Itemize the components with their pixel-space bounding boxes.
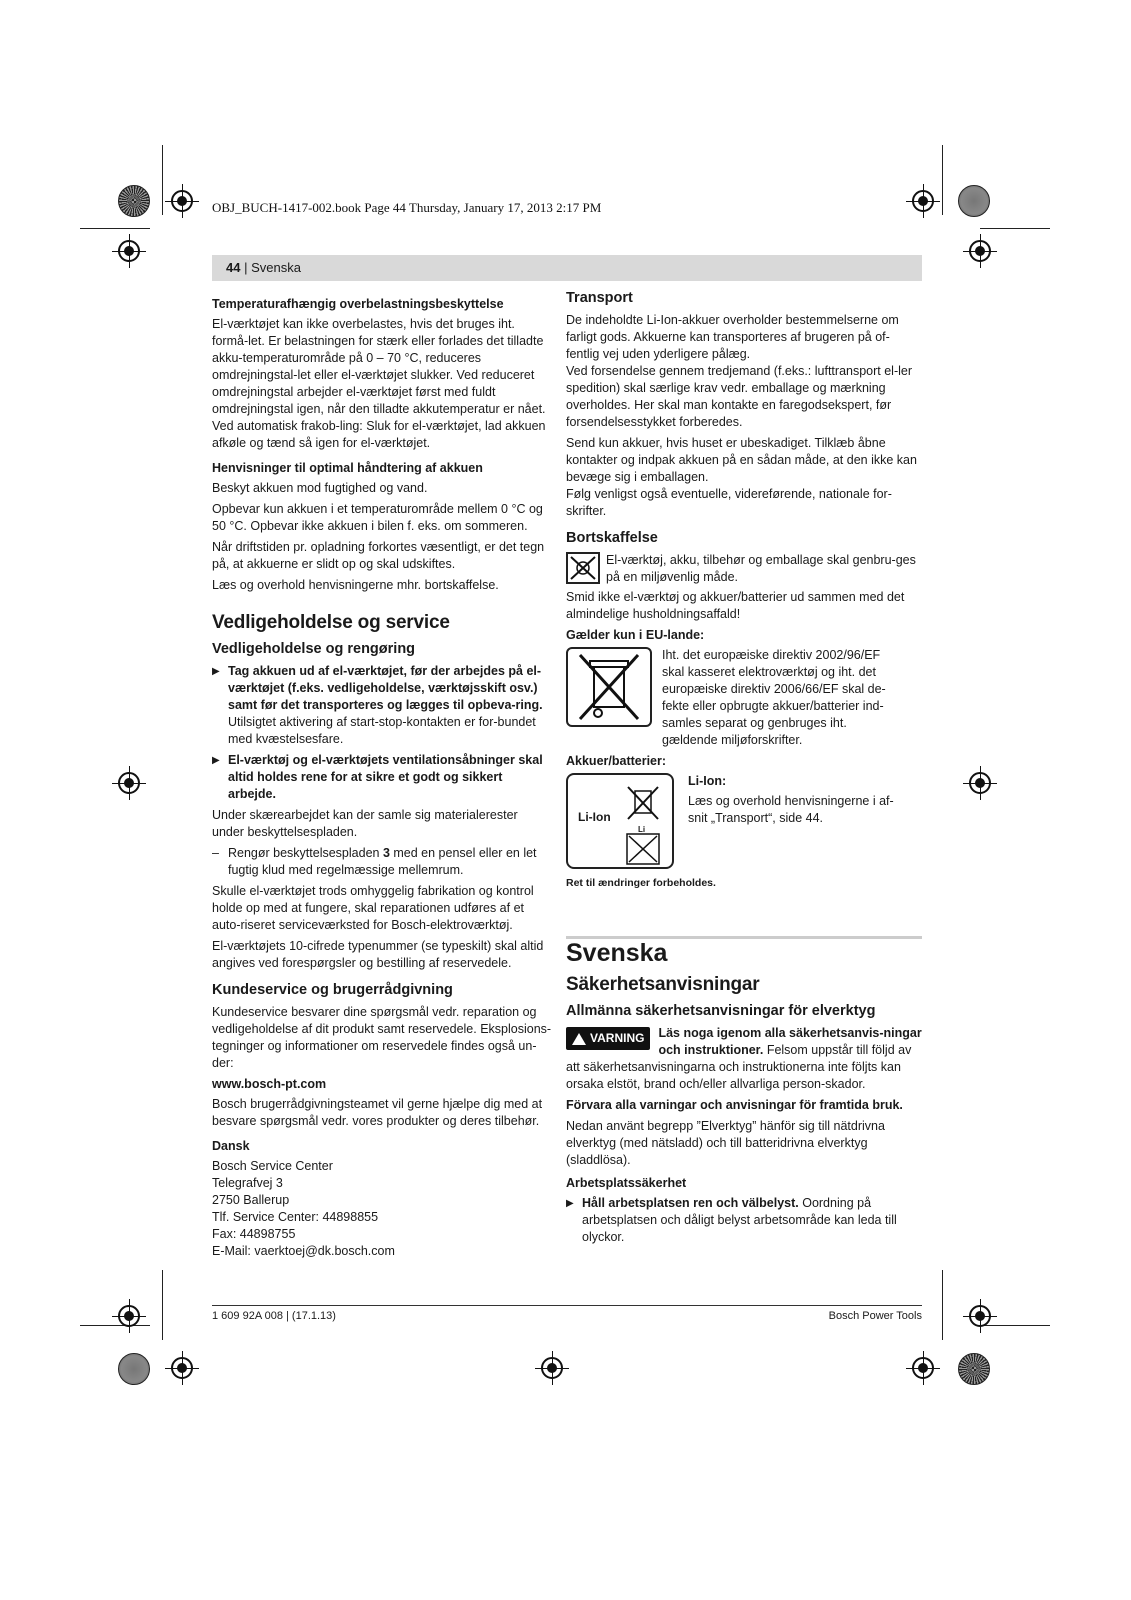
clean-p3: El-værktøjets 10-cifrede typenummer (se typeskilt) skal altid angives ved forespørgsler og bestilling af reservedele. — [212, 939, 544, 970]
bullet-arrow-icon: ▶ — [566, 1198, 574, 1209]
transport-p1: De indeholdte Li-Ion-akkuer overholder bestemmelserne om farligt gods. Akkuerne kan transporteres af brugeren på of-fentlig vej uden yderligere pålæg. — [566, 313, 899, 361]
workplace-heading: Arbetsplatssäkerhet — [566, 1176, 687, 1190]
hints-p1: Beskyt akkuen mod fugtighed og vand. — [212, 481, 428, 495]
general-safety-heading: Allmänna säkerhetsanvisningar för elverktyg — [566, 1003, 876, 1019]
reserve-note: Ret til ændringer forbeholdes. — [566, 877, 716, 889]
safety-title: Säkerhetsanvisningar — [566, 974, 760, 995]
clean-p2: Skulle el-værktøjet trods omhyggelig fabrikation og kontrol holde op med at fungere, skal reparationen udføres af et auto-riseret serviceværksted for Bosch-elektroværktøj. — [212, 884, 534, 932]
transport-heading: Transport — [566, 290, 633, 306]
hints-p3: Når driftstiden pr. opladning forkortes væsentligt, er det tegn på, at akkuerne er slidt op og skal udskiftes. — [212, 540, 545, 571]
warning-badge: VARNING — [566, 1027, 650, 1050]
disposal-p1: El-værktøj, akku, tilbehør og emballage skal genbru-ges på en miljøvenlig måde. — [606, 553, 916, 584]
footer-brand: Bosch Power Tools — [828, 1310, 922, 1322]
liion-text: Læs og overhold henvisningerne i af-snit „Transport“, side 44. — [688, 794, 894, 825]
transport-p3: Send kun akkuer, hvis huset er ubeskadiget. Tilklæb åbne kontakter og indpak akkuen på en sådan måde, at den ikke kan bevæge sig i emballagen. — [566, 436, 917, 484]
maintenance-title: Vedligeholdelse og service — [212, 612, 450, 633]
eu-text: Iht. det europæiske direktiv 2002/96/EF skal kasseret elektroværktøj og iht. det europæiske direktiv 2006/66/EF skal de-fekte eller opbrugte akkuer/batterier ind-samles separat og genbruges iht. gældende miljøforskrifter. — [662, 648, 886, 747]
keep-text: Nedan använt begrepp ”Elverktyg” hänför sig till nätdrivna elverktyg (med nätsladd) och till batteridrivna elverktyg (sladdlösa). — [566, 1119, 885, 1167]
hints-p4: Læs og overhold henvisningerne mhr. bortskaffelse. — [212, 578, 499, 592]
right-column — [566, 290, 922, 1250]
recycling-icon — [566, 552, 600, 584]
bullet-remove-battery: ▶ Tag akkuen ud af el-værktøjet, før der arbejdes på el-værktøjet (f.eks. vedligeholdelse, værktøjsskift osv.) samt før det transporteres og lægges til opbeva-ring. Utilsigtet aktivering af start-stop-kontakten er for-bundet med kvæstelsesfare. — [212, 664, 543, 746]
footer-rule — [212, 1305, 922, 1306]
footer-doc-number: 1 609 92A 008 | (17.1.13) — [212, 1310, 336, 1322]
eu-heading: Gælder kun i EU-lande: — [566, 628, 705, 642]
liion-symbol: Li-Ion Li — [566, 773, 674, 869]
hints-p2: Opbevar kun akkuen i et temperaturområde mellem 0 °C og 50 °C. Opbevar ikke akkuen i bilen f. eks. om sommeren. — [212, 502, 543, 533]
bullet-arrow-icon: ▶ — [212, 755, 220, 766]
address-block: Bosch Service Center Telegrafvej 3 2750 Ballerup Tlf. Service Center: 44898855 Fax: 44898755 E-Mail: vaerktoej@dk.bosch.com — [212, 1158, 552, 1260]
dash-clean-guard: – Rengør beskyttelsespladen 3 med en pensel eller en let fugtig klud med regelmæssige mellemrum. — [212, 846, 537, 877]
transport-p4: Følg venligst også eventuelle, videreførende, nationale for-skrifter. — [566, 487, 892, 518]
hints-heading: Henvisninger til optimal håndtering af akkuen — [212, 461, 483, 475]
dansk-heading: Dansk — [212, 1139, 250, 1153]
bullet-keep-clean: ▶ El-værktøj og el-værktøjets ventilationsåbninger skal altid holdes rene for at sikre et godt og sikkert arbejde. — [212, 753, 543, 801]
crossed-bin-icon — [566, 647, 652, 727]
liion-heading: Li-Ion: — [688, 774, 727, 788]
cleaning-heading: Vedligeholdelse og rengøring — [212, 641, 416, 657]
customer-service-heading: Kundeservice og brugerrådgivning — [212, 982, 453, 998]
temp-heading: Temperaturafhængig overbelastningsbeskyttelse — [212, 297, 504, 311]
bullet-arrow-icon: ▶ — [212, 666, 220, 677]
liion-label: Li-Ion — [578, 810, 611, 824]
disposal-p2: Smid ikke el-værktøj og akkuer/batterier ud sammen med det almindelige husholdningsaffald! — [566, 590, 905, 621]
temp-text: El-værktøjet kan ikke overbelastes, hvis det bruges iht. formå-let. Er belastningen for stærk eller forlades det tilladte akku-temperaturområde på 0 – 70 °C, reduceres omdrejningstal-let eller el-værktøjet slukker. Ved reduceret omdrejningstal arbejder el-værktøjet først med fuldt omdrejningstal igen, når den tilladte akkutemperatur er nået. Ved automatisk frakob-ling: Sluk for el-værktøjet, lad akkuen afkøle og tænd så igen for el-værktøjet. — [212, 317, 546, 450]
cs-p1: Kundeservice besvarer dine spørgsmål vedr. reparation og vedligeholdelse af dit produkt samt reservedele. Eksplosions-tegninger og informationer om reservedele findes også un-der: — [212, 1005, 552, 1070]
page-number: 44 — [226, 260, 241, 275]
clean-p1: Under skærearbejdet kan der samle sig materialerester under beskyttelsespladen. — [212, 808, 518, 839]
warning-block: VARNING Läs noga igenom alla säkerhetsanvis-ningar och instruktioner. Felsom uppstår till följd av att säkerhetsanvisningarna och instruktionerna inte följts kan orsaka elstöt, brand och/eller allvarliga person-skador. — [566, 1026, 922, 1091]
left-column — [212, 296, 552, 1260]
bullet-workplace: ▶ Håll arbetsplatsen ren och välbelyst. Oordning på arbetsplatsen och dåligt belyst arbetsområde kan leda till olyckor. — [566, 1196, 897, 1244]
warning-triangle-icon — [572, 1033, 586, 1045]
svenska-title: Svenska — [566, 936, 922, 962]
header-language: Svenska — [251, 260, 301, 275]
transport-p2: Ved forsendelse gennem tredjemand (f.eks.: lufttransport el-ler spedition) skal særlige krav vedr. emballage og mærkning overholdes. Her skal man kontakte en faregodsekspert, før forsendelsesstykket forberedes. — [566, 364, 913, 429]
keep-instructions: Förvara alla varningar och anvisningar för framtida bruk. — [566, 1098, 903, 1112]
disposal-heading: Bortskaffelse — [566, 530, 658, 546]
cs-p2: Bosch brugerrådgivningsteamet vil gerne hjælpe dig med at besvare spørgsmål vedr. vores produkter og deres tilbehør. — [212, 1097, 543, 1128]
page-header: 44 | Svenska — [212, 255, 922, 281]
print-slug: OBJ_BUCH-1417-002.book Page 44 Thursday, January 17, 2013 2:17 PM — [212, 200, 602, 215]
bosch-url[interactable]: www.bosch-pt.com — [212, 1077, 327, 1091]
email-address[interactable]: E-Mail: vaerktoej@dk.bosch.com — [212, 1244, 395, 1258]
battery-heading: Akkuer/batterier: — [566, 754, 667, 768]
